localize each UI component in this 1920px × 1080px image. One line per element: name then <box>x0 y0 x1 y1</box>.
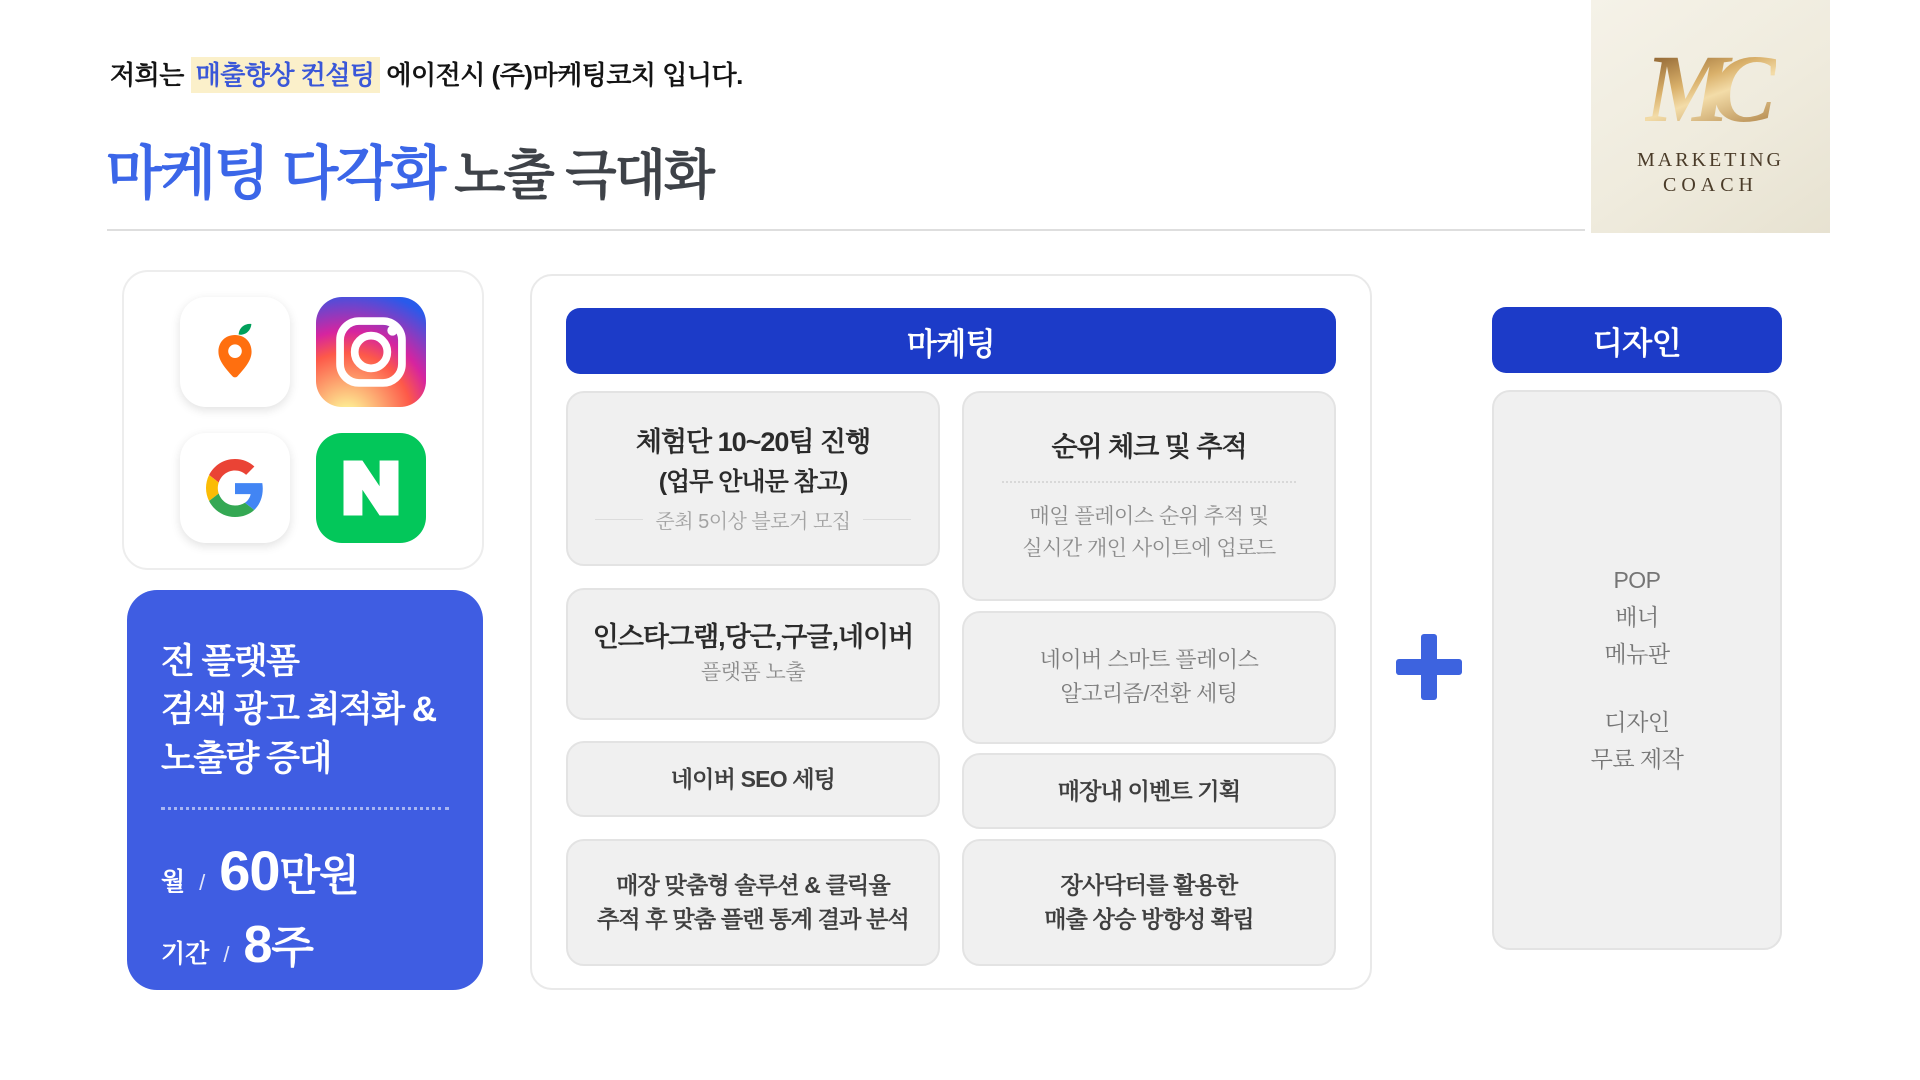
price-headline <box>161 638 449 783</box>
box-smartplace <box>962 611 1336 744</box>
box-text: 네이버 SEO 세팅 <box>670 766 836 793</box>
price-separator: / <box>223 941 230 967</box>
design-free-group <box>1591 704 1684 779</box>
box-title: 순위 체크 및 추적 <box>1051 431 1247 462</box>
box-divider <box>1002 481 1296 483</box>
box-naver-seo <box>566 741 940 817</box>
intro-highlight: 매출향상 컨설팅 <box>191 57 380 93</box>
intro-text <box>110 55 743 92</box>
intro-prefix: 저희는 <box>110 60 191 90</box>
box-platform-exposure <box>566 588 940 720</box>
plus-icon <box>1396 634 1462 700</box>
box-title: 인스타그램,당근,구글,네이버 <box>592 622 914 653</box>
page-title <box>106 126 713 210</box>
box-subtext: 플랫폼 노출 <box>700 661 806 685</box>
box-note: 준최 5이상 블로거 모집 <box>595 505 910 534</box>
logo-wordmark-line1: MARKETING <box>1637 148 1784 171</box>
box-experience-group <box>566 391 940 566</box>
marketing-grid <box>566 391 1336 966</box>
box-text-line: 추적 후 맞춤 플랜 통계 결과 분석 <box>597 906 909 933</box>
price-amount: 8주 <box>243 915 313 974</box>
intro-suffix: 에이전시 (주)마케팅코치 입니다. <box>379 60 743 90</box>
price-divider <box>161 807 449 810</box>
price-amount: 60만원 <box>219 838 359 902</box>
design-item: 메뉴판 <box>1604 641 1670 668</box>
box-text-line: 매출 상승 방향성 확립 <box>1044 906 1254 933</box>
box-custom-solution <box>566 839 940 966</box>
price-headline-line: 노출량 증대 <box>161 738 331 778</box>
logo-wordmark-line2: COACH <box>1662 173 1758 196</box>
karrot-icon <box>180 297 290 407</box>
marketing-header: 마케팅 <box>566 308 1336 374</box>
price-headline-line: 검색 광고 최적화 & <box>161 690 436 730</box>
box-instore-event <box>962 753 1336 829</box>
box-sales-doctor <box>962 839 1336 966</box>
design-item: 디자인 <box>1604 708 1670 735</box>
design-item: 무료 제작 <box>1590 745 1684 772</box>
box-text-line: 알고리즘/전환 세팅 <box>1060 681 1238 707</box>
marketing-column-left <box>566 391 940 966</box>
design-header: 디자인 <box>1492 307 1782 373</box>
box-text-line: 네이버 스마트 플레이스 <box>1039 647 1259 673</box>
title-emphasis: 마케팅 다각화 <box>106 141 445 206</box>
box-desc-line: 매일 플레이스 순위 추적 및 <box>1029 505 1269 529</box>
design-item: 배너 <box>1615 604 1659 631</box>
box-subtitle: (업무 안내문 참고) <box>658 468 848 497</box>
design-items-group <box>1604 562 1669 674</box>
naver-icon <box>316 433 426 543</box>
design-card <box>1492 390 1782 950</box>
box-text: 매장내 이벤트 기획 <box>1057 778 1241 805</box>
platform-icons-card <box>122 270 484 570</box>
design-item: POP <box>1613 566 1661 593</box>
brand-logo <box>1591 0 1830 233</box>
logo-monogram-icon: MC <box>1644 34 1777 142</box>
price-headline-line: 전 플랫폼 <box>161 642 299 681</box>
title-divider <box>107 229 1585 231</box>
price-row-duration <box>161 911 449 975</box>
box-text-line: 장사닥터를 활용한 <box>1060 871 1238 898</box>
price-label: 기간 <box>161 939 210 968</box>
marketing-column-right <box>962 391 1336 966</box>
marketing-card <box>530 274 1372 990</box>
box-desc-line: 실시간 개인 사이트에 업로드 <box>1022 536 1276 560</box>
box-rank-tracking <box>962 391 1336 601</box>
platform-icons-grid <box>180 297 426 543</box>
instagram-icon <box>316 297 426 407</box>
price-card <box>127 590 483 990</box>
title-rest: 노출 극대화 <box>454 146 714 205</box>
price-separator: / <box>199 869 206 895</box>
box-text-line: 매장 맞춤형 솔루션 & 클릭율 <box>616 871 890 898</box>
box-title: 체험단 10~20팀 진행 <box>635 426 871 457</box>
price-label: 월 <box>161 867 186 896</box>
google-icon <box>180 433 290 543</box>
price-row-monthly <box>161 838 449 903</box>
